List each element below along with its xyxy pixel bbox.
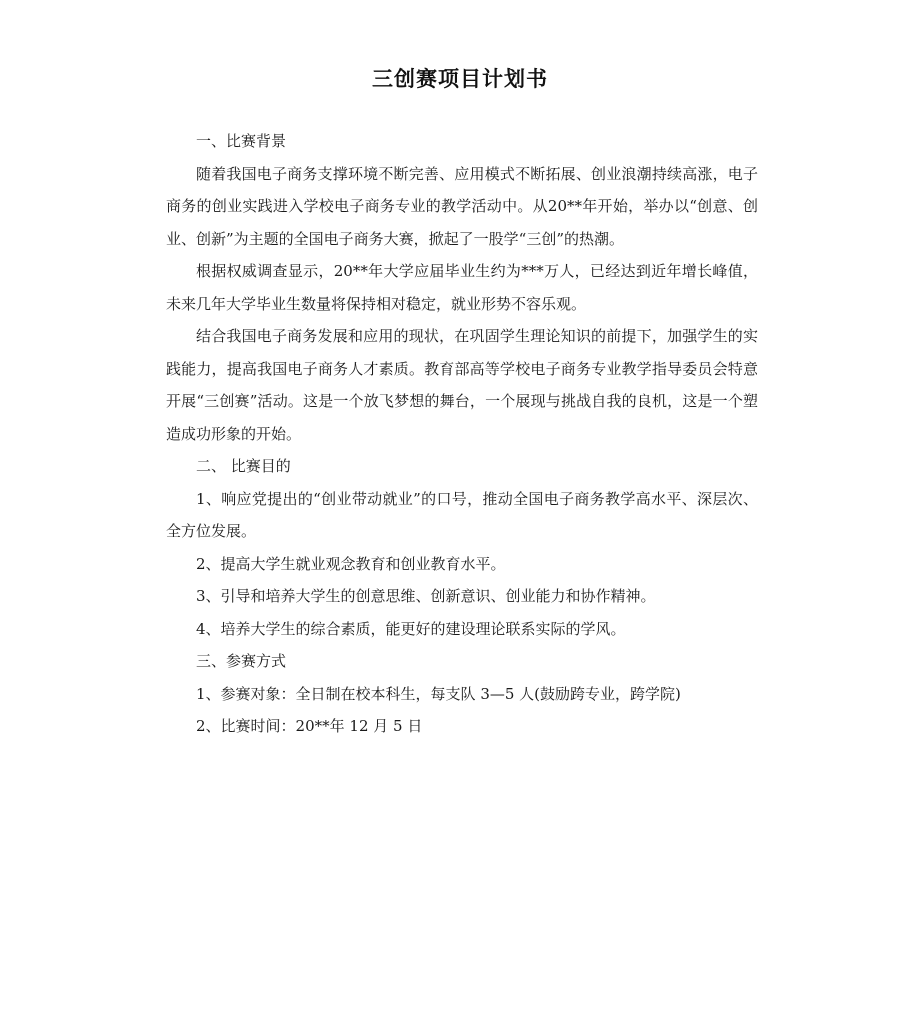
participation-item-1: 1、参赛对象：全日制在校本科生，每支队 3—5 人(鼓励跨专业，跨学院) bbox=[196, 684, 681, 703]
participation-item-2: 2、比赛时间：20**年 12 月 5 日 bbox=[196, 717, 423, 735]
purpose-item-3: 3、引导和培养大学生的创意思维、创新意识、创业能力和协作精神。 bbox=[196, 587, 656, 605]
purpose-item-4: 4、培养大学生的综合素质，能更好的建设理论联系实际的学风。 bbox=[196, 619, 626, 638]
section-heading-purpose: 二、 比赛目的 bbox=[196, 457, 291, 475]
paragraph-background-2: 根据权威调查显示，20**年大学应届毕业生约为***万人，已经达到近年增长峰值，未来几年大学毕业生数量将保持相对稳定，就业形势不容乐观。 bbox=[166, 262, 758, 313]
document-body bbox=[166, 125, 758, 743]
section-heading-background: 一、比赛背景 bbox=[196, 132, 287, 150]
paragraph-background-3: 结合我国电子商务发展和应用的现状，在巩固学生理论知识的前提下，加强学生的实践能力，提高我国电子商务人才素质。教育部高等学校电子商务专业教学指导委员会特意开展“三创赛”活动。这是一个放飞梦想的舞台，一个展现与挑战自我的良机，这是一个塑造成功形象的开始。 bbox=[166, 327, 758, 443]
purpose-item-1: 1、响应党提出的“创业带动就业”的口号，推动全国电子商务教学高水平、深层次、全方位发展。 bbox=[166, 489, 758, 540]
section-heading-participation: 三、参赛方式 bbox=[196, 652, 287, 670]
paragraph-background-1: 随着我国电子商务支撑环境不断完善、应用模式不断拓展、创业浪潮持续高涨，电子商务的创业实践进入学校电子商务专业的教学活动中。从20**年开始，举办以“创意、创业、创新”为主题的全国电子商务大赛，掀起了一股学“三创”的热潮。 bbox=[166, 164, 758, 248]
document-title: 三创赛项目计划书 bbox=[372, 67, 548, 91]
purpose-item-2: 2、提高大学生就业观念教育和创业教育水平。 bbox=[196, 554, 506, 573]
